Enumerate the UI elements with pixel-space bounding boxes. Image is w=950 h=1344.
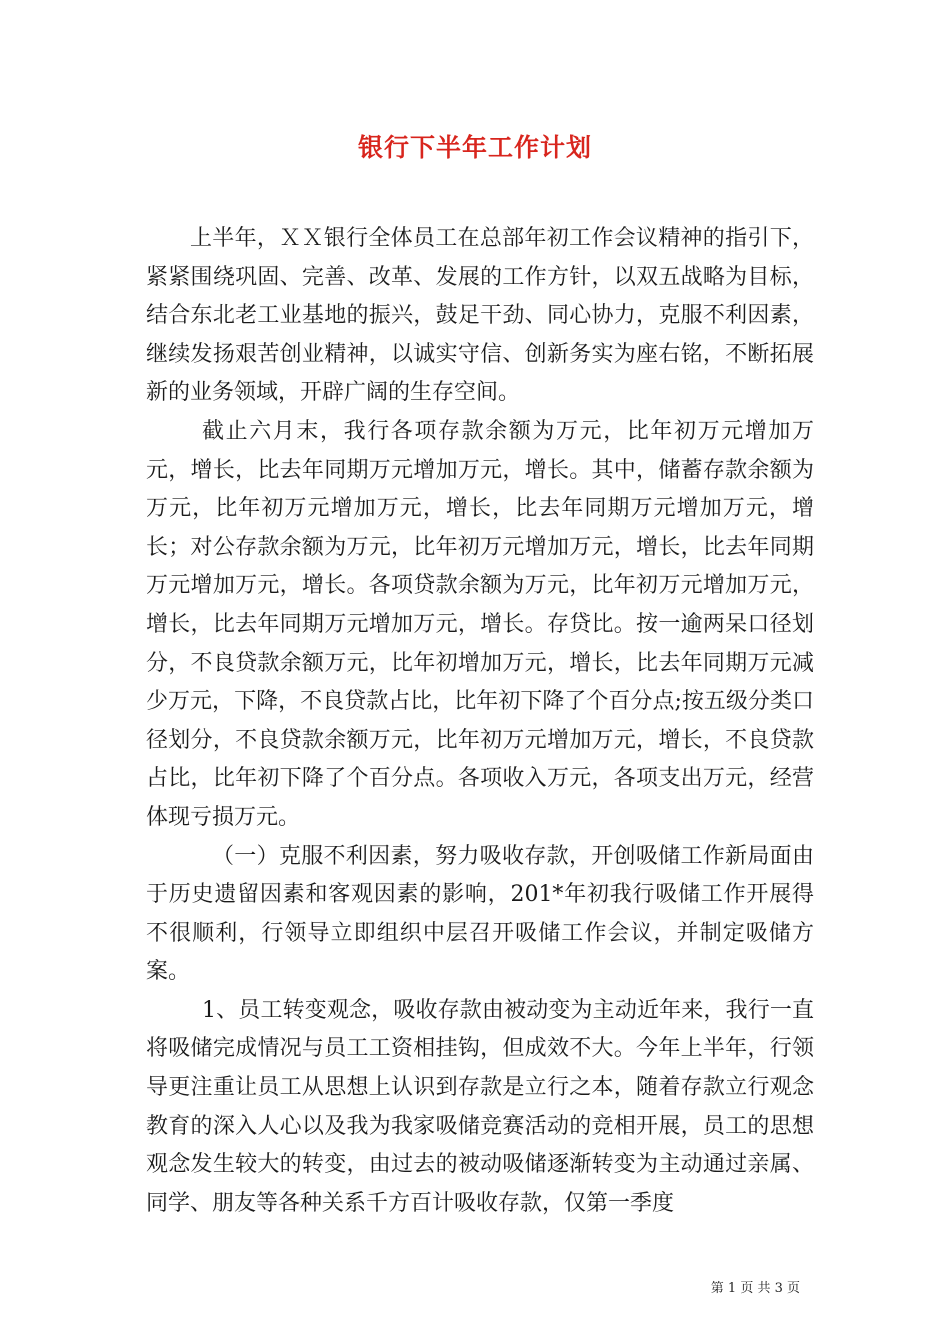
paragraph-intro: 上半年，ＸＸ银行全体员工在总部年初工作会议精神的指引下，紧紧围绕巩固、完善、改革、发展的工作方针，以双五战略为目标，结合东北老工业基地的振兴，鼓足干劲、同心协力，克服不利因素，继续发扬艰苦创业精神，以诚实守信、创新务实为座右铭，不断拓展新的业务领域，开辟广阔的生存空间。 — [146, 226, 814, 406]
page-number: 第 1 页 共 3 页 — [710, 1281, 800, 1296]
paragraph-figures: 截止六月末，我行各项存款余额为万元，比年初万元增加万元，增长，比去年同期万元增加万元，增长。其中，储蓄存款余额为万元，比年初万元增加万元，增长，比去年同期万元增加万元，增长；对公存款余额为万元，比年初万元增加万元，增长，比去年同期万元增加万元，增长。各项贷款余额为万元，比年初万元增加万元，增长，比去年同期万元增加万元，增长。存贷比。按一逾两呆口径划分，不良贷款余额万元，比年初增加万元，增长，比去年同期万元减少万元，下降，不良贷款占比，比年初下降了个百分点;按五级分类口径划分，不良贷款余额万元，比年初万元增加万元，增长，不良贷款占比，比年初下降了个百分点。各项收入万元，各项支出万元，经营体现亏损万元。 — [146, 418, 814, 830]
paragraph-section-1: （一）克服不利因素，努力吸收存款，开创吸储工作新局面由于历史遗留因素和客观因素的影响，201*年初我行吸储工作开展得不很顺利，行领导立即组织中层召开吸储工作会议，并制定吸储方案。 — [146, 843, 814, 985]
paragraph-item-1: 1、员工转变观念，吸收存款由被动变为主动近年来，我行一直将吸储完成情况与员工工资相挂钩，但成效不大。今年上半年，行领导更注重让员工从思想上认识到存款是立行之本，随着存款立行观念教育的深入人心以及我为我家吸储竞赛活动的竞相开展，员工的思想观念发生较大的转变，由过去的被动吸储逐渐转变为主动通过亲属、同学、朋友等各种关系千方百计吸收存款，仅第一季度 — [146, 997, 814, 1216]
document-title: 银行下半年工作计划 — [357, 133, 592, 162]
document-body — [146, 220, 814, 1223]
